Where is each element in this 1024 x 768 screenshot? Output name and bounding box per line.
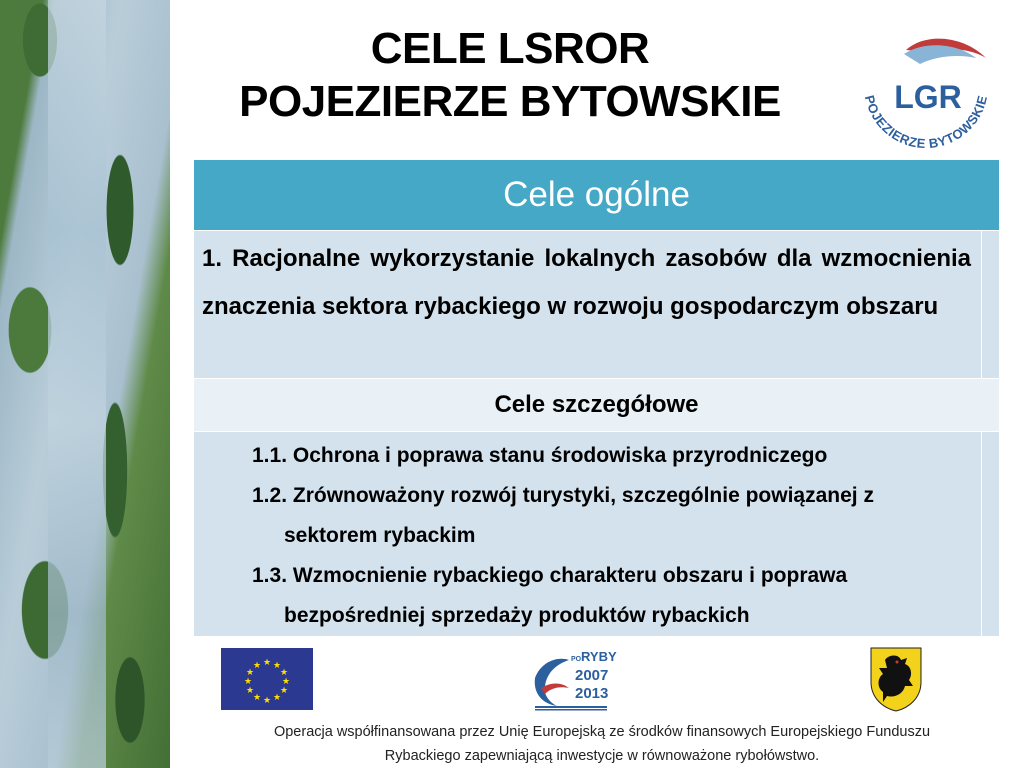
specific-goal-item: 1.3. Wzmocnienie rybackiego charakteru obszaru i poprawa bezpośredniej sprzedaży produktów rybackich [252,564,848,627]
po-text: PO [571,656,582,663]
footer-line-2: Rybackiego zapewniającą inwestycje w równoważone rybołówstwo. [384,748,820,764]
svg-text:★: ★ [252,661,262,671]
years-start-text: 2007 [575,667,609,684]
eu-flag-icon [221,648,313,710]
svg-text:★: ★ [279,686,289,696]
landscape-photo [0,0,170,768]
svg-text:★: ★ [262,658,272,668]
svg-text:★: ★ [262,696,272,706]
svg-text:★: ★ [272,693,282,703]
svg-text:★: ★ [243,677,253,687]
svg-text:★: ★ [245,668,255,678]
side-cell [982,231,1000,379]
page-title [200,22,820,128]
specific-goals-list [194,432,982,637]
svg-text:★: ★ [252,693,262,703]
specific-goals-header: Cele szczegółowe [194,379,1000,432]
goals-table [193,159,1000,637]
svg-text:★: ★ [272,661,282,671]
side-cell [982,432,1000,637]
lgr-logo [846,28,1006,158]
footer-line-1: Operacja współfinansowana przez Unię Europejską ze środków finansowych Europejskiego Funduszu [273,724,931,740]
general-goals-header: Cele ogólne [194,160,1000,231]
title-line-2: POJEZIERZE BYTOWSKIE [239,77,781,126]
footer-text [180,720,1024,768]
lgr-logo-arc-text: POJEZIERZE BYTOWSKIE [861,93,991,152]
ryby-text: RYBY [581,649,617,664]
pomeranian-griffin-icon [869,646,923,712]
svg-text:★: ★ [281,677,291,687]
svg-text:★: ★ [245,686,255,696]
po-ryby-logo [531,648,617,712]
specific-goal-item: 1.1. Ochrona i poprawa stanu środowiska przyrodniczego [252,444,828,467]
specific-goal-item: 1.2. Zrównoważony rozwój turystyki, szczególnie powiązanej z sektorem rybackim [252,484,874,547]
years-end-text: 2013 [575,685,609,702]
svg-text:★: ★ [279,668,289,678]
general-goal-text: 1. Racjonalne wykorzystanie lokalnych zasobów dla wzmocnienia znaczenia sektora rybackiego w rozwoju gospodarczym obszaru [194,231,982,379]
lgr-logo-text: LGR [894,79,962,115]
title-line-1: CELE LSROR [370,24,650,73]
